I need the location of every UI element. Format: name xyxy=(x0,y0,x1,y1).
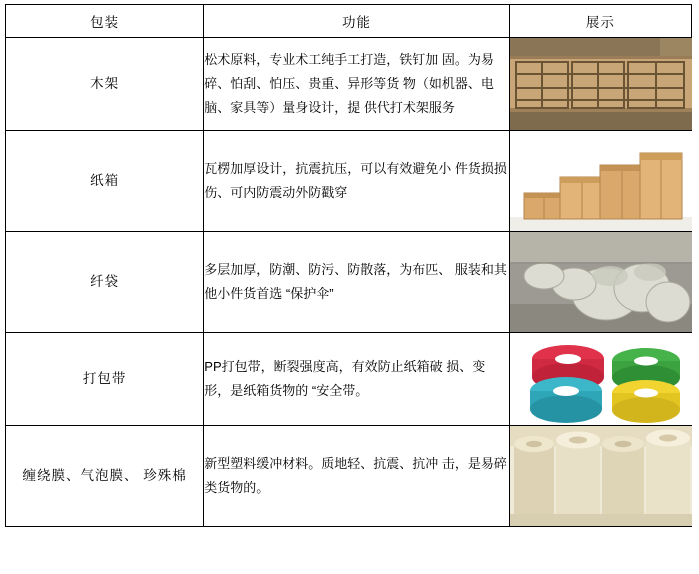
package-function: 松术原料，专业术工纯手工打造，铁钉加 固。为易碎、怕刮、怕压、贵重、异形等货 物（如机器、电脑、家具等）量身设计，提 供代打术架服务 xyxy=(204,38,509,131)
package-name: 打包带 xyxy=(6,333,204,426)
carton-boxes-photo xyxy=(510,131,692,231)
package-image-cell xyxy=(509,232,691,333)
package-function: PP打包带，断裂强度高，有效防止纸箱破 损、变形，是纸箱货物的 “安全带。 xyxy=(204,333,509,426)
table-row xyxy=(6,131,692,232)
woven-bags-photo xyxy=(510,232,692,332)
package-name: 纤袋 xyxy=(6,232,204,333)
table-header-row xyxy=(6,5,692,38)
column-header-function: 功能 xyxy=(204,5,509,38)
packaging-table xyxy=(5,4,692,527)
package-image-cell xyxy=(509,333,691,426)
package-image-cell xyxy=(509,131,691,232)
stretch-film-rolls-photo xyxy=(510,426,692,526)
strapping-rolls-photo xyxy=(510,333,692,425)
package-name: 纸箱 xyxy=(6,131,204,232)
package-function: 瓦楞加厚设计，抗震抗压，可以有效避免小 件货损损伤、可内防震动外防戳穿 xyxy=(204,131,509,232)
packaging-table-document xyxy=(0,4,699,574)
table-row xyxy=(6,333,692,426)
package-name: 木架 xyxy=(6,38,204,131)
table-row xyxy=(6,232,692,333)
package-function: 多层加厚，防潮、防污、防散落，为布匹、 服装和其他小件货首选 “保护伞” xyxy=(204,232,509,333)
package-function: 新型塑料缓冲材料。质地轻、抗震、抗冲 击，是易碎类货物的。 xyxy=(204,426,509,527)
package-image-cell xyxy=(509,38,691,131)
table-row xyxy=(6,38,692,131)
package-name: 缠绕膜、气泡膜、 珍殊棉 xyxy=(6,426,204,527)
table-row xyxy=(6,426,692,527)
column-header-display: 展示 xyxy=(509,5,691,38)
package-image-cell xyxy=(509,426,691,527)
column-header-package: 包装 xyxy=(6,5,204,38)
wooden-crate-photo xyxy=(510,38,692,130)
